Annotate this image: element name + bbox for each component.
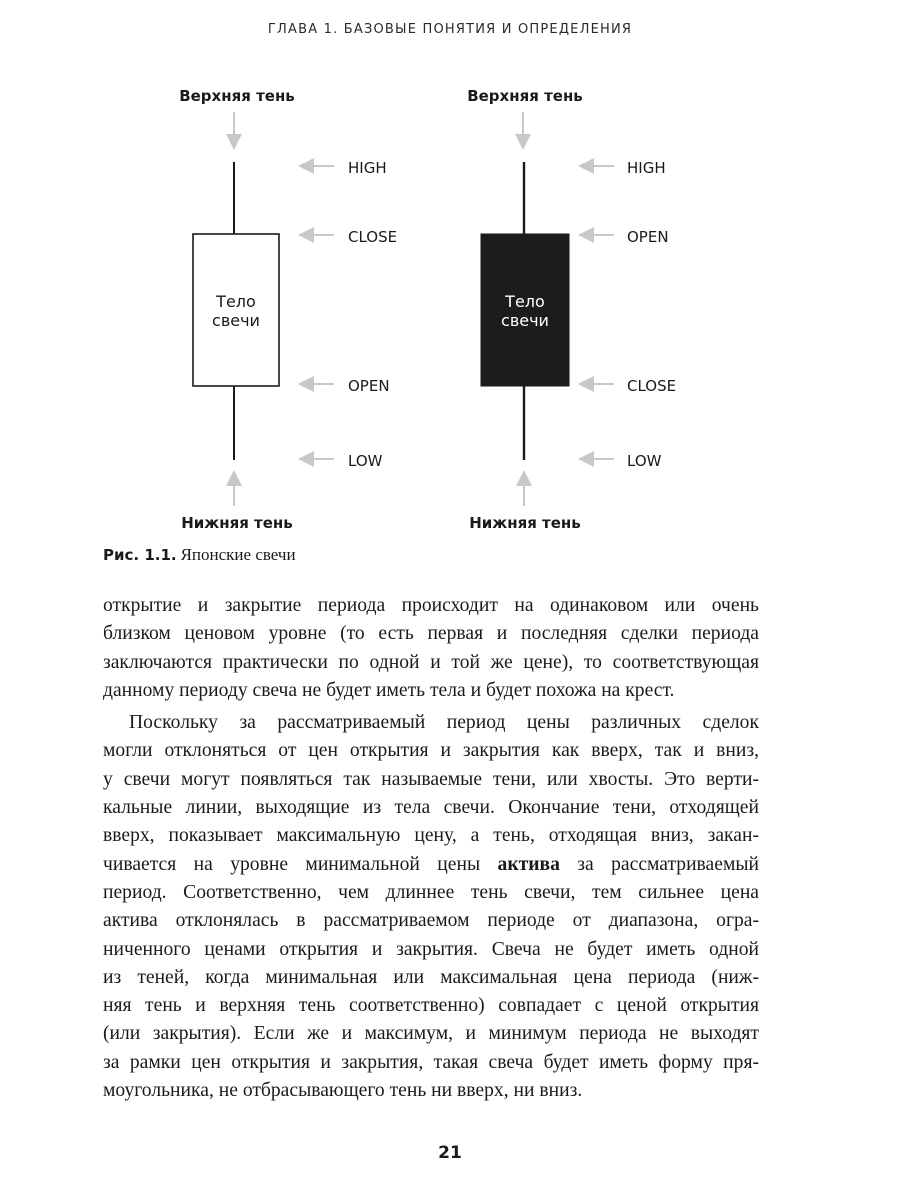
bearish-body-label-2: свечи bbox=[501, 311, 549, 330]
text-line: открытие и закрытие периода происходит на одинаковом или очень bbox=[103, 595, 759, 616]
text-line: Поскольку за рассматриваемый период цены различных сделок bbox=[129, 712, 759, 734]
text-line: моугольника, не отбрасывающего тень ни вверх, ни вниз. bbox=[103, 1080, 583, 1102]
text-line: ниченного ценами открытия и закрытия. Свеча не будет иметь одной bbox=[103, 938, 759, 960]
bullish-level-close: CLOSE bbox=[348, 228, 398, 246]
bullish-lower-shadow-label: Нижняя тень bbox=[181, 514, 293, 532]
bullish-upper-shadow-label: Верхняя тень bbox=[179, 87, 295, 105]
bearish-body-label-1: Тело bbox=[505, 292, 545, 311]
text-line bbox=[103, 851, 759, 879]
text-fragment: за рассматриваемый bbox=[559, 853, 759, 875]
text-line: кальные линии, выходящие из тела свечи. Окончание тени, отходящей bbox=[103, 797, 759, 819]
bearish-lower-shadow-label: Нижняя тень bbox=[469, 514, 581, 532]
bearish-level-open: OPEN bbox=[627, 228, 669, 246]
text-fragment: чивается на уровне минимальной цены bbox=[103, 853, 498, 875]
text-line: близком ценовом уровне (то есть первая и последняя сделки периода bbox=[103, 623, 759, 645]
bullish-level-high: HIGH bbox=[348, 159, 387, 177]
caption-number: Рис. 1.1. bbox=[103, 546, 177, 564]
body-text bbox=[103, 592, 759, 1105]
text-line: могли отклоняться от цен открытия и закрытия как вверх, так и вниз, bbox=[103, 740, 759, 762]
running-head: ГЛАВА 1. БАЗОВЫЕ ПОНЯТИЯ И ОПРЕДЕЛЕНИЯ bbox=[267, 22, 633, 37]
candlestick-figure bbox=[0, 0, 900, 560]
bullish-body-label-2: свечи bbox=[212, 311, 260, 330]
bullish-body-label-1: Тело bbox=[216, 292, 256, 311]
bullish-level-open: OPEN bbox=[348, 377, 390, 395]
bearish-level-high: HIGH bbox=[627, 159, 666, 177]
text-line: няя тень и верхняя тень соответственно) совпадает с ценой открытия bbox=[103, 995, 759, 1017]
bearish-level-close: CLOSE bbox=[627, 377, 677, 395]
text-line: (или закрытия). Если же и максимум, и минимум периода не выходят bbox=[103, 1023, 759, 1045]
text-line: актива отклонялась в рассматриваемом периоде от диапазона, огра- bbox=[103, 910, 759, 932]
bearish-upper-shadow-label: Верхняя тень bbox=[467, 87, 583, 105]
text-line: заключаются практически по одной и той же цене), то соответствующая bbox=[103, 651, 759, 673]
text-line: у свечи могут появляться так называемые тени, или хвосты. Это верти- bbox=[103, 768, 759, 790]
bearish-level-low: LOW bbox=[627, 452, 662, 470]
text-line: за рамки цен открытия и закрытия, такая свеча будет иметь форму пря- bbox=[103, 1051, 759, 1073]
page-number: 21 bbox=[438, 1143, 462, 1163]
text-line: вверх, показывает максимальную цену, а тень, отходящая вниз, закан- bbox=[103, 825, 759, 847]
candlestick-diagram bbox=[0, 0, 900, 560]
bullish-level-low: LOW bbox=[348, 452, 383, 470]
figure-caption bbox=[103, 545, 296, 565]
caption-text: Японские свечи bbox=[180, 545, 296, 564]
text-line: период. Соответственно, чем длиннее тень свечи, тем сильнее цена bbox=[103, 881, 759, 903]
bold-term: актива bbox=[497, 853, 560, 875]
text-line: данному периоду свеча не будет иметь тела и будет похожа на крест. bbox=[103, 679, 675, 701]
text-line: из теней, когда минимальная или максимальная цена периода (ниж- bbox=[103, 966, 759, 988]
